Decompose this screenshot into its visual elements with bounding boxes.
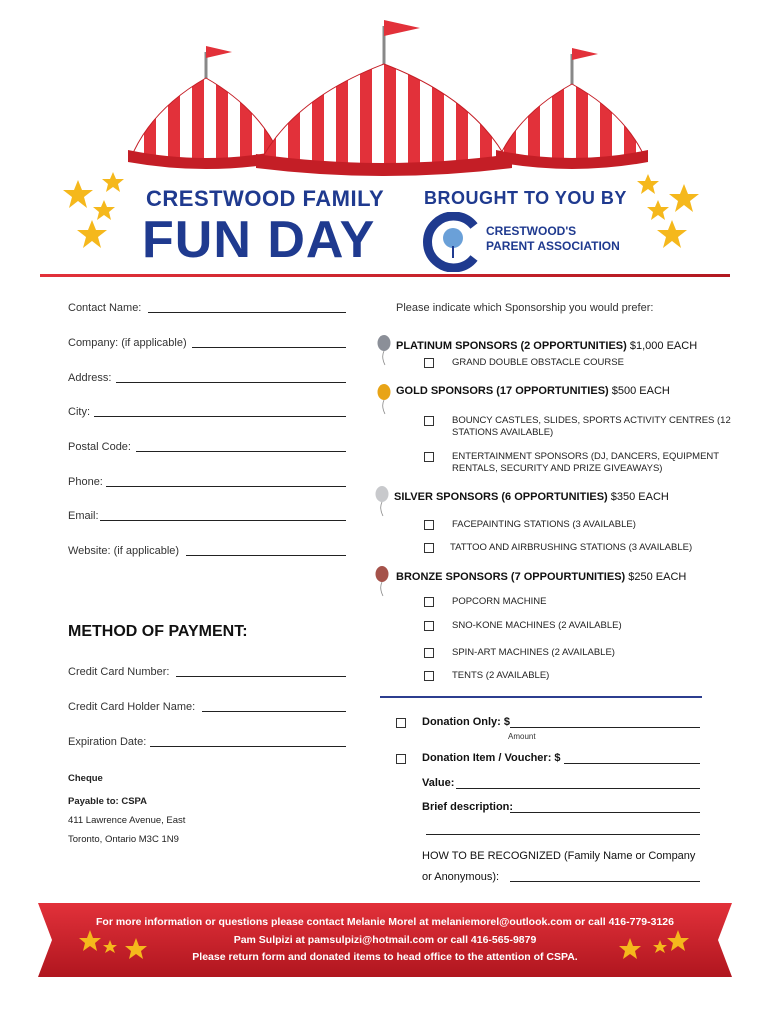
contact-name-field[interactable] — [148, 312, 346, 313]
event-title-line2: FUN DAY — [142, 211, 376, 269]
amount-caption: Amount — [508, 732, 536, 741]
postal-code-field[interactable] — [136, 451, 346, 452]
brief-description-field[interactable] — [510, 812, 700, 813]
city-label: City: — [68, 406, 90, 418]
recognition-field[interactable] — [510, 881, 700, 882]
silver-tier — [394, 491, 669, 503]
bronze-price: $250 EACH — [628, 571, 687, 583]
gold-option-2: ENTERTAINMENT SPONSORS (DJ, DANCERS, EQUIPMENT RENTALS, SECURITY AND PRIZE GIVEAWAYS) — [452, 451, 719, 474]
cc-holder-label: Credit Card Holder Name: — [68, 701, 196, 713]
silver-option-1: FACEPAINTING STATIONS (3 AVAILABLE) — [452, 519, 636, 530]
phone-label: Phone: — [68, 476, 103, 488]
cspa-logo-icon — [422, 212, 484, 272]
email-label: Email: — [68, 510, 99, 522]
gold-option-2-checkbox[interactable] — [424, 452, 434, 462]
expiration-field[interactable] — [150, 746, 346, 747]
address-field[interactable] — [116, 382, 346, 383]
recognition-label-line1: HOW TO BE RECOGNIZED (Family Name or Company — [422, 850, 696, 862]
gold-option-1-checkbox[interactable] — [424, 416, 434, 426]
bronze-name: BRONZE SPONSORS (7 OPPOURTUNITIES) — [396, 571, 626, 583]
header-divider — [40, 274, 730, 277]
brief-description-field-line2[interactable] — [426, 834, 700, 835]
platinum-option-1-checkbox[interactable] — [424, 358, 434, 368]
donation-amount-field[interactable] — [510, 727, 700, 728]
recognition-label-line2: or Anonymous): — [422, 871, 500, 883]
silver-name: SILVER SPONSORS (6 OPPORTUNITIES) — [394, 491, 608, 503]
gold-tier — [396, 385, 670, 397]
expiration-label: Expiration Date: — [68, 736, 147, 748]
brief-description-label: Brief description: — [422, 801, 514, 813]
platinum-name: PLATINUM SPONSORS (2 OPPORTUNITIES) — [396, 340, 627, 352]
payment-section-title: METHOD OF PAYMENT: — [68, 623, 248, 640]
donation-only-label: Donation Only: $ — [422, 716, 510, 728]
donation-item-field[interactable] — [564, 763, 700, 764]
gold-price: $500 EACH — [611, 385, 670, 397]
bronze-tier — [396, 571, 686, 583]
cheque-address-line2: Toronto, Ontario M3C 1N9 — [68, 834, 179, 845]
donation-item-checkbox[interactable] — [396, 754, 406, 764]
cc-number-field[interactable] — [176, 676, 346, 677]
bronze-option-1: POPCORN MACHINE — [452, 596, 547, 607]
cheque-address-line1: 411 Lawrence Avenue, East — [68, 815, 186, 826]
org-name-line2: PARENT ASSOCIATION — [486, 239, 620, 253]
bronze-option-4-checkbox[interactable] — [424, 671, 434, 681]
donation-item-label: Donation Item / Voucher: $ — [422, 752, 561, 764]
silver-option-2: TATTOO AND AIRBRUSHING STATIONS (3 AVAILABLE) — [450, 542, 693, 553]
stars-left-icon — [56, 170, 146, 260]
value-label: Value: — [422, 777, 455, 789]
platinum-option-1: GRAND DOUBLE OBSTACLE COURSE — [452, 357, 624, 368]
brought-to-you-by: BROUGHT TO YOU BY — [424, 188, 627, 208]
stars-right-icon — [636, 170, 726, 260]
org-name-line1: CRESTWOOD'S — [486, 224, 577, 238]
website-label: Website: (if applicable) — [68, 545, 180, 557]
donation-only-checkbox[interactable] — [396, 718, 406, 728]
gold-balloon-icon — [376, 384, 392, 416]
city-field[interactable] — [94, 416, 346, 417]
value-field[interactable] — [456, 788, 700, 789]
payable-to-value: CSPA — [121, 796, 148, 807]
email-field[interactable] — [100, 520, 346, 521]
footer-return-line: Please return form and donated items to head office to the attention of CSPA. — [192, 951, 578, 963]
address-label: Address: — [68, 372, 112, 384]
platinum-tier — [396, 340, 697, 352]
footer-contact-line1: For more information or questions please contact Melanie Morel at melaniemorel@outlook.com or call 416-779-3126 — [96, 916, 674, 928]
phone-field[interactable] — [106, 486, 346, 487]
contact-name-label: Contact Name: — [68, 302, 142, 314]
bronze-balloon-icon — [374, 566, 390, 598]
bronze-option-2: SNO-KONE MACHINES (2 AVAILABLE) — [452, 620, 622, 631]
silver-balloon-icon — [374, 486, 390, 518]
bronze-option-3: SPIN-ART MACHINES (2 AVAILABLE) — [452, 647, 615, 658]
company-field[interactable] — [192, 347, 346, 348]
gold-option-1: BOUNCY CASTLES, SLIDES, SPORTS ACTIVITY CENTRES (12 STATIONS AVAILABLE) — [452, 415, 731, 438]
bronze-option-4: TENTS (2 AVAILABLE) — [452, 670, 550, 681]
bronze-option-2-checkbox[interactable] — [424, 621, 434, 631]
silver-option-1-checkbox[interactable] — [424, 520, 434, 530]
cc-number-label: Credit Card Number: — [68, 666, 170, 678]
company-label: Company: (if applicable) — [68, 337, 187, 349]
platinum-balloon-icon — [376, 335, 392, 367]
payable-to-label: Payable to: — [68, 796, 119, 807]
gold-name: GOLD SPONSORS (17 OPPORTUNITIES) — [396, 385, 609, 397]
bronze-option-3-checkbox[interactable] — [424, 648, 434, 658]
payable-to-line — [68, 796, 147, 807]
silver-price: $350 EACH — [610, 491, 669, 503]
bronze-option-1-checkbox[interactable] — [424, 597, 434, 607]
circus-tents-illustration — [0, 0, 770, 180]
silver-option-2-checkbox[interactable] — [424, 543, 434, 553]
footer-contact-line2: Pam Sulpizi at pamsulpizi@hotmail.com or call 416-565-9879 — [233, 934, 537, 946]
cheque-label: Cheque — [68, 773, 103, 784]
platinum-price: $1,000 EACH — [629, 340, 698, 352]
sponsorship-intro: Please indicate which Sponsorship you would prefer: — [396, 302, 654, 314]
event-title-line1: CRESTWOOD FAMILY — [146, 186, 385, 211]
cc-holder-field[interactable] — [202, 711, 346, 712]
postal-code-label: Postal Code: — [68, 441, 131, 453]
website-field[interactable] — [186, 555, 346, 556]
sponsorship-divider — [380, 696, 702, 698]
